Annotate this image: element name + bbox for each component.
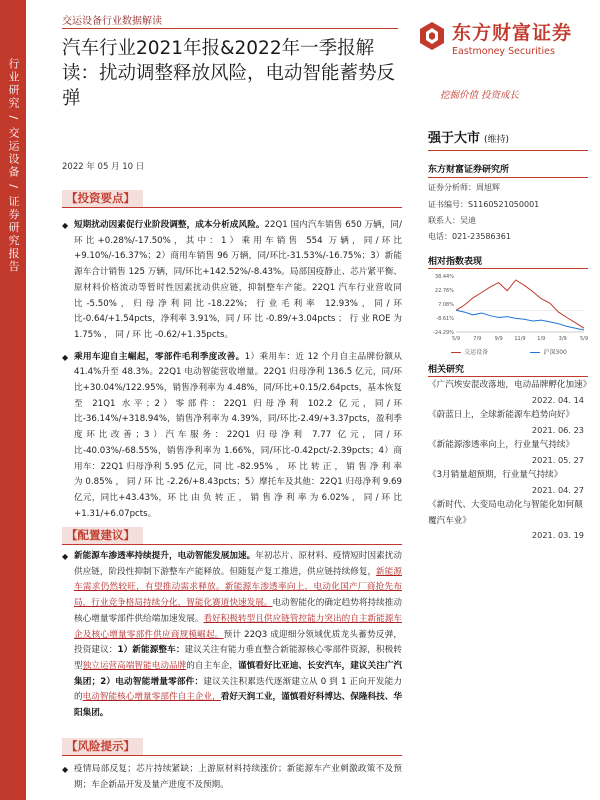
x-tick-label: 5/9 bbox=[451, 336, 461, 342]
logo-en-text: Eastmoney Securities bbox=[452, 46, 555, 57]
y-tick-label: 7.08% bbox=[438, 302, 454, 308]
related-list bbox=[428, 378, 590, 544]
analyst-name: 证券分析师：周旭辉 bbox=[428, 183, 500, 193]
section-advice-title: 【配置建议】 bbox=[62, 527, 143, 544]
logo-mark-icon bbox=[418, 20, 446, 52]
y-tick-label: -8.61% bbox=[436, 316, 454, 322]
report-category: 交运设备行业数据解读 bbox=[62, 16, 162, 27]
rating-divider bbox=[428, 150, 588, 151]
related-item[interactable]: 《新时代、大变局电动化与智能化如何颠覆汽车业》 2021. 03. 19 bbox=[428, 500, 584, 540]
section-advice bbox=[62, 527, 402, 545]
diamond-bullet-icon: ◆ bbox=[62, 352, 69, 362]
legend-swatch-red-icon bbox=[451, 352, 461, 353]
analyst-block bbox=[428, 162, 588, 245]
related-divider bbox=[428, 376, 588, 377]
legend-swatch-blue-icon bbox=[530, 352, 540, 353]
section-highlights-title: 【投资要点】 bbox=[62, 190, 143, 207]
advice-list bbox=[62, 549, 402, 722]
page-title: 汽车行业2021年报&2022年一季报解读：扰动调整释放风险，电动智能蓄势反弹 bbox=[62, 38, 396, 109]
analyst-cert: 证书编号：S1160521050001 bbox=[428, 199, 540, 209]
y-tick-label: 22.76% bbox=[434, 288, 454, 294]
analyst-phone: 电话：021-23586361 bbox=[428, 232, 511, 242]
x-tick-label: 1/9 bbox=[537, 336, 546, 342]
chart-divider bbox=[428, 268, 588, 269]
diamond-bullet-icon: ◆ bbox=[62, 552, 69, 561]
rating bbox=[428, 127, 588, 146]
header-divider bbox=[62, 28, 398, 29]
analyst-divider bbox=[428, 177, 588, 178]
rating-label: 强于大市 bbox=[428, 131, 481, 146]
related-item[interactable]: 《蔚蓝日上，全球新能源车趋势向好》 2021. 06. 23 bbox=[428, 410, 584, 435]
y-tick-label: -24.29% bbox=[433, 330, 454, 336]
analyst-contact: 联系人：吴迪 bbox=[428, 215, 476, 225]
related-title: 相关研究 bbox=[428, 365, 465, 375]
highlights-list bbox=[62, 218, 402, 522]
section-risks-title: 【风险提示】 bbox=[62, 738, 143, 755]
report-date: 2022 年 05 月 10 日 bbox=[62, 162, 145, 172]
x-tick-label: 5/9 bbox=[579, 336, 588, 342]
institute-name: 东方财富证券研究所 bbox=[428, 165, 510, 175]
logo-cn-text: 东方财富证券 bbox=[452, 22, 573, 44]
brand-logo bbox=[418, 16, 588, 64]
x-tick-label: 9/9 bbox=[494, 336, 503, 342]
related-item[interactable]: 《3月销量超预期，行业量气持续》 2021. 04. 27 bbox=[428, 470, 584, 495]
advice-item: ◆ 新能源车渗透率持续提升，电动智能发展加速。年初芯片、原材料、疫情短时因素扰动供应链，阶段性抑制下游整车产能释放。但随复产复工推进，供应链持续修复，新能源车需求仍然较旺，有望推动需求释放。新能源车渗透率向上，电动化国产厂商抢先布局，行业竞争格局持续分化，智能化赛道快速发展。电动智能化的确定趋势将持续推动核心增量零部件供给端加速发展。看好积极转型且供应链管控能力突出的自主新能源车企及核心增量零部件供应商规模崛起。预计 22Q3 成迎细分领域优质龙头蓄势反弹，投资建议：1）新能源整车：建议关注有能力垂直整合新能源核心零部件资源，积极转型独立运营高端智能电动品牌的自主车企，谨慎看好比亚迪、长安汽车，建议关注广汽集团；2）电动智能增量零部件：建议关注积累迭代逐渐建立从 0 到 1 正向开发能力的电动智能核心增量零部件自主企业，看好天润工业，谨慎看好科博达、保隆科技、华阳集团。 bbox=[62, 551, 402, 719]
legend-item-index: 沪深300 bbox=[530, 347, 566, 356]
series-line-index bbox=[456, 310, 584, 330]
chart-title: 相对指数表现 bbox=[428, 257, 483, 267]
series-line-sector bbox=[456, 280, 584, 328]
sidebar-text: 行业研究 / 交运设备 / 证券研究报告 bbox=[7, 58, 20, 274]
section-highlights bbox=[62, 190, 402, 208]
sidebar bbox=[0, 0, 26, 800]
brand-slogan: 挖掘价值 投资成长 bbox=[440, 90, 520, 101]
x-tick-label: 3/9 bbox=[558, 336, 567, 342]
risks-list bbox=[62, 762, 402, 793]
related-item[interactable]: 《广汽埃安混改落地，电动品牌孵化加速》 2022. 04. 14 bbox=[428, 380, 592, 405]
rating-trend: (维持) bbox=[484, 135, 510, 145]
x-tick-label: 7/9 bbox=[473, 336, 482, 342]
section-risks bbox=[62, 738, 402, 756]
diamond-bullet-icon: ◆ bbox=[62, 221, 69, 230]
related-item[interactable]: 《新能源渗透率向上，行业量气持续》 2021. 05. 27 bbox=[428, 440, 584, 465]
relative-performance-chart bbox=[428, 272, 588, 344]
diamond-bullet-icon: ◆ bbox=[62, 765, 69, 774]
chart-legend bbox=[430, 347, 588, 356]
risk-item: ◆ 疫情局部反复；芯片持续紧缺；上游原材料持续涨价；新能源车产业刺激政策不及预期；车企新品开发及量产进度不及预期。 bbox=[62, 764, 402, 790]
x-tick-label: 11/9 bbox=[514, 336, 526, 342]
highlight-item: ◆ 乘用车迎自主崛起，零部件毛利季度改善。1）乘用车：近 12 个月自主品牌份额从 41.4%升至 48.3%。22Q1 电动智能营收增量。22Q1 归母净利 136.5 亿元，同/环比+30.04%/122.95%，销售净利率为 4.48%，同/环比+0.15/2.64pcts，基本恢复至 21Q1 水平；2）零部件：22Q1 归母净利 102.2 亿元，同/环比-36.14%/+318.94%，销售净利率为 4.39%，同/环比-2.49/+3.37pcts，盈利季度环比改善；3）汽车服务：22Q1 归母净利 7.77 亿元，同/环比-40.03%/-68.55%，销售净利率为 1.66%，同/环比-0.42pct/-2.39pcts；4）商用车：22Q1 归母净利 5.95 亿元，同 比 -82.95% ， 环 比 转 正 ， 销 售 净 利 率 为 0.85% ， 同 / 环 比 -2.26/+8.43pcts；5）摩托车及其他：22Q1 归母净利 9.69 亿元，同比+43.43%，环 比 由 负 转 正 ， 销 售 净 利 率 为 6.02% ， 同 / 环 比 +1.31/+6.07pcts。 bbox=[62, 351, 402, 519]
legend-item-sector: 交运设备 bbox=[451, 347, 488, 356]
highlight-item: ◆ 短期扰动因素促行业阶段调整，成本分析成风险。22Q1 国内汽车销售 650 万辆，同/环比+0.28%/-17.50%，其中：1）乘用车销售 554 万辆，同/环比+9.10%/-16.37%；2）商用车销售 96 万辆，同/环比-31.53%/-16.75%；3）新能源车合计销售 125 万辆，同/环比+142.52%/-8.43%。局部国疫静止、芯片紧平衡、原材料价格流动等暂时性因素扰动供应链，抑制整车产能。22Q1 汽车行业营收同比-5.50%，归母净利同比-18.22%；行业毛利率 12.93%，同/环比-0.64/+1.54pcts，净利率 3.91%，同 / 环 比 -0.89/+3.04pcts ； 行 业 ROE 为 1.75% ， 同 / 环 比 -0.62/+1.35pcts。 bbox=[62, 220, 402, 340]
y-tick-label: 38.44% bbox=[434, 274, 454, 280]
